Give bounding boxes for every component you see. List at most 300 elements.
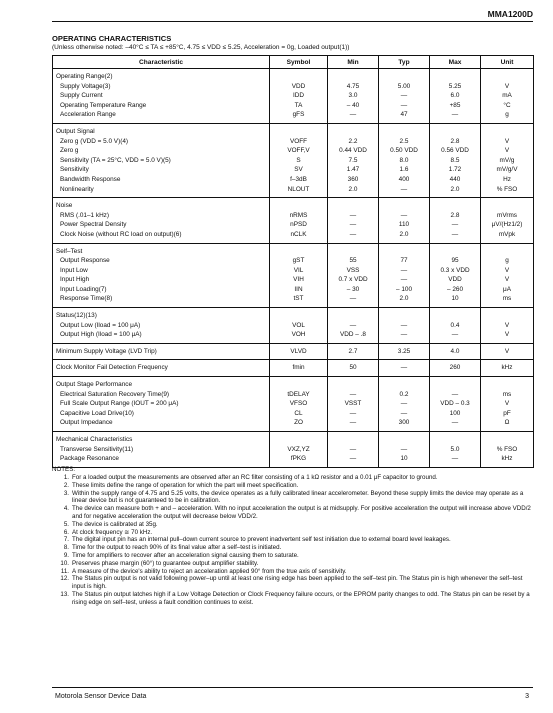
table-group	[53, 308, 534, 344]
symbol-cell	[270, 308, 328, 344]
min-cell	[328, 432, 379, 468]
unit-value: g	[505, 257, 509, 265]
typ-value: —	[400, 92, 408, 100]
symbol-value: gFS	[292, 111, 305, 119]
typ-cell	[379, 432, 430, 468]
characteristic-value: Clock Noise (without RC load on output)(6)	[60, 230, 182, 238]
unit-value	[481, 311, 533, 321]
table-row	[53, 123, 534, 197]
max-value	[430, 435, 480, 445]
note-item	[52, 536, 533, 544]
max-cell	[430, 360, 481, 377]
min-value: —	[349, 390, 357, 398]
symbol-value: gST	[292, 257, 305, 265]
characteristic-value: Package Resonance	[60, 455, 119, 463]
symbol-cell	[270, 243, 328, 308]
symbol-value	[270, 435, 327, 445]
min-value: 0.44 VDD	[339, 147, 367, 155]
note-text: A measure of the device's ability to reject an acceleration applied 90° from the true axis of sensitivity.	[72, 567, 347, 575]
unit-value: V	[504, 331, 510, 339]
note-text: Within the supply range of 4.75 and 5.25 volts, the device operates as a fully calibrated linear accelerometer. Beyond these supply limits the device may operate as a linear device but is not guaranteed to be in calibration.	[72, 489, 524, 505]
max-value	[430, 72, 480, 82]
symbol-value: CL	[294, 409, 303, 417]
typ-value	[379, 435, 429, 445]
min-value: VDD – .8	[340, 331, 366, 339]
unit-value	[481, 72, 533, 82]
typ-value: 2.5	[399, 137, 409, 145]
typ-value: 8.0	[399, 156, 409, 164]
typ-value: —	[400, 445, 408, 453]
min-cell	[328, 343, 379, 360]
typ-value: —	[400, 364, 408, 372]
page-number: 3	[525, 693, 529, 700]
symbol-value: fmin	[292, 364, 305, 372]
unit-value: ms	[502, 295, 512, 303]
typ-value: – 100	[396, 285, 412, 293]
symbol-value: VDD	[291, 82, 306, 90]
typ-value: —	[400, 211, 408, 219]
max-value: 2.8	[450, 137, 460, 145]
unit-cell	[481, 360, 534, 377]
note-number: 13.	[60, 590, 69, 598]
table-group	[53, 69, 534, 124]
note-item	[52, 568, 533, 576]
min-value: 2.0	[348, 185, 358, 193]
max-value: +85	[449, 101, 461, 109]
min-value: —	[349, 211, 357, 219]
table-group	[53, 343, 534, 360]
unit-value: mV/g	[499, 156, 515, 164]
characteristic-value: Acceleration Range	[60, 111, 116, 119]
note-text: Time for the output to reach 90% of its final value after a self–test is initiated.	[72, 544, 282, 552]
typ-cell	[379, 308, 430, 344]
max-value: —	[451, 111, 459, 119]
min-value	[328, 311, 378, 321]
min-cell	[328, 377, 379, 432]
min-value: 55	[349, 257, 357, 265]
section-title: OPERATING CHARACTERISTICS	[52, 34, 172, 43]
table-row	[53, 377, 534, 432]
symbol-cell	[270, 343, 328, 360]
symbol-value	[270, 380, 327, 390]
min-value: —	[349, 295, 357, 303]
characteristic-value: Power Spectral Density	[60, 221, 127, 229]
min-value: —	[349, 111, 357, 119]
typ-value: 10	[400, 455, 408, 463]
min-cell	[328, 123, 379, 197]
typ-value: —	[400, 321, 408, 329]
characteristic-value: Electrical Saturation Recovery Time(9)	[60, 390, 170, 398]
characteristic-value: Bandwidth Response	[60, 175, 121, 183]
min-value: —	[349, 409, 357, 417]
notes-list	[52, 474, 533, 607]
typ-value: 0.50 VDD	[390, 147, 418, 155]
note-text: Time for amplifiers to recover after an acceleration signal causing them to saturate.	[72, 551, 299, 559]
symbol-cell	[270, 432, 328, 468]
symbol-value: SV	[294, 166, 303, 174]
note-item	[52, 505, 533, 521]
unit-value: V	[504, 147, 510, 155]
min-value: —	[349, 419, 357, 427]
max-value: —	[451, 230, 459, 238]
max-value: 440	[449, 175, 461, 183]
note-item	[52, 521, 533, 529]
typ-value: 3.25	[397, 347, 411, 355]
unit-cell	[481, 198, 534, 243]
typ-value: —	[400, 101, 408, 109]
characteristic-value: Zero g	[60, 147, 79, 155]
typ-cell	[379, 360, 430, 377]
characteristic-cell	[53, 198, 270, 243]
min-cell	[328, 243, 379, 308]
min-value: VSS	[346, 266, 360, 274]
unit-value: % FSO	[496, 185, 518, 193]
characteristic-value: Operating Range(2)	[56, 73, 113, 80]
min-value: 2.7	[348, 347, 358, 355]
max-value	[430, 201, 480, 211]
symbol-value: VIH	[293, 276, 304, 284]
unit-value: V	[504, 82, 510, 90]
min-value: —	[349, 455, 357, 463]
characteristic-value: Input High	[60, 276, 90, 284]
typ-value: 300	[398, 419, 410, 427]
note-number: 4.	[63, 505, 69, 513]
table-group	[53, 198, 534, 243]
typ-value: —	[400, 276, 408, 284]
min-value	[328, 380, 378, 390]
max-value: 95	[451, 257, 459, 265]
unit-value: Hz	[503, 175, 511, 183]
unit-value: V	[504, 137, 510, 145]
typ-value: 2.0	[399, 230, 409, 238]
unit-value	[481, 247, 533, 257]
unit-cell	[481, 308, 534, 344]
min-value	[328, 435, 378, 445]
typ-value	[379, 311, 429, 321]
max-value: VDD – 0.3	[440, 400, 470, 408]
column-header: Symbol	[270, 56, 328, 69]
note-number: 8.	[63, 544, 69, 552]
characteristic-value: Input Loading(7)	[60, 285, 107, 293]
symbol-value	[270, 201, 327, 211]
max-value: —	[451, 331, 459, 339]
typ-value	[379, 247, 429, 257]
unit-value	[481, 380, 533, 390]
footer-rule	[52, 687, 533, 688]
max-value	[430, 380, 480, 390]
symbol-value: S	[296, 156, 301, 164]
table-group	[53, 432, 534, 468]
symbol-value: VFSO	[289, 400, 308, 408]
typ-cell	[379, 243, 430, 308]
min-value: 4.75	[346, 82, 360, 90]
characteristic-cell	[53, 69, 270, 124]
characteristic-value: Supply Current	[60, 92, 103, 100]
note-number: 1.	[63, 474, 69, 481]
typ-cell	[379, 377, 430, 432]
min-value: 360	[347, 175, 359, 183]
typ-value	[379, 380, 429, 390]
symbol-value	[270, 247, 327, 257]
symbol-value: fPKG	[290, 455, 307, 463]
notes-section	[52, 466, 533, 607]
note-item	[52, 552, 533, 560]
max-cell	[430, 343, 481, 360]
characteristic-value: Noise	[56, 202, 73, 210]
characteristic-value: Self–Test	[56, 247, 83, 255]
characteristic-value: Transverse Sensitivity(11)	[60, 445, 134, 453]
symbol-value: VOFF,V	[287, 147, 310, 155]
note-number: 2.	[63, 481, 69, 489]
table-row	[53, 69, 534, 124]
symbol-cell	[270, 360, 328, 377]
typ-value: 5.00	[397, 82, 411, 90]
unit-value: V	[504, 400, 510, 408]
typ-cell	[379, 198, 430, 243]
unit-value: Ω	[504, 419, 510, 427]
max-cell	[430, 243, 481, 308]
characteristic-value: Sensitivity (TA = 25°C, VDD = 5.0 V)(5)	[60, 156, 171, 164]
table-group	[53, 360, 534, 377]
unit-value: μA	[503, 285, 511, 293]
column-header: Typ	[379, 56, 430, 69]
symbol-value: f–3dB	[290, 175, 307, 183]
typ-value	[379, 127, 429, 137]
characteristic-value: Output Low (Iload = 100 μA)	[60, 321, 141, 329]
max-value: 0.3 x VDD	[440, 266, 470, 274]
typ-value: 2.0	[399, 295, 409, 303]
min-value: —	[349, 230, 357, 238]
max-cell	[430, 377, 481, 432]
note-number: 7.	[63, 536, 69, 544]
note-number: 6.	[63, 528, 69, 536]
max-value: 0.4	[450, 321, 460, 329]
typ-value: —	[400, 409, 408, 417]
symbol-value: VIL	[293, 266, 304, 274]
unit-value: pF	[503, 409, 511, 417]
unit-value: μV/(Hz1/2)	[491, 221, 523, 229]
unit-value: ms	[502, 390, 512, 398]
max-value: 6.0	[450, 92, 460, 100]
max-value: —	[451, 390, 459, 398]
max-value: 2.0	[450, 185, 460, 193]
typ-value: —	[400, 185, 408, 193]
max-value: —	[451, 221, 459, 229]
typ-value: 77	[400, 257, 408, 265]
symbol-value: VOH	[291, 331, 306, 339]
characteristic-value: Output High (Iload = 100 μA)	[60, 331, 142, 339]
unit-cell	[481, 432, 534, 468]
unit-cell	[481, 343, 534, 360]
typ-cell	[379, 69, 430, 124]
min-cell	[328, 198, 379, 243]
column-header: Unit	[481, 56, 534, 69]
symbol-cell	[270, 69, 328, 124]
characteristic-cell	[53, 243, 270, 308]
table-row	[53, 360, 534, 377]
note-text: The Status pin output is not valid following power–up until at least one rising edge has been applied to the self–test pin. The Status pin is high whenever the self–test input is high.	[72, 575, 523, 591]
max-value: – 260	[447, 285, 463, 293]
note-number: 5.	[63, 520, 69, 528]
max-value: —	[451, 455, 459, 463]
section-conditions: (Unless otherwise noted: –40°C ≤ TA ≤ +85°C, 4.75 ≤ VDD ≤ 5.25, Acceleration = 0g, Loaded output(1))	[52, 44, 350, 51]
note-item	[52, 474, 533, 482]
note-item	[52, 490, 533, 506]
unit-value: °C	[503, 101, 511, 109]
header-rule	[52, 21, 533, 22]
unit-value: mVrms	[497, 211, 517, 219]
max-value: 0.56 VDD	[441, 147, 469, 155]
max-value	[430, 247, 480, 257]
symbol-value	[270, 311, 327, 321]
characteristic-value: Status(12)(13)	[56, 312, 97, 320]
symbol-value: NLOUT	[287, 185, 310, 193]
max-cell	[430, 308, 481, 344]
note-text: These limits define the range of operation for which the part will meet specification.	[72, 481, 299, 489]
min-cell	[328, 69, 379, 124]
note-text: The Status pin output latches high if a Low Voltage Detection or Clock Frequency failure occurs, or the EPROM parity changes to odd. The Status pin can be reset by a rising edge on self–test, unless a fault condition continues to exist.	[72, 590, 530, 606]
unit-value: % FSO	[496, 445, 518, 453]
table-group	[53, 243, 534, 308]
symbol-cell	[270, 198, 328, 243]
characteristic-value: Sensitivity	[60, 166, 89, 174]
note-number: 3.	[63, 489, 69, 497]
min-value	[328, 201, 378, 211]
max-value: 1.72	[448, 166, 462, 174]
characteristic-value: Capacitive Load Drive(10)	[60, 409, 134, 417]
symbol-value: VXZ,YZ	[287, 445, 310, 453]
min-value: —	[349, 445, 357, 453]
characteristic-value: Output Impedance	[60, 419, 113, 427]
typ-cell	[379, 343, 430, 360]
note-item	[52, 575, 533, 591]
notes-title: NOTES:	[52, 466, 76, 473]
characteristic-value: Minimum Supply Voltage (LVD Trip)	[56, 347, 157, 355]
typ-value: 1.6	[399, 166, 409, 174]
column-header: Characteristic	[53, 56, 270, 69]
symbol-value: ZO	[294, 419, 303, 427]
unit-value: mV/g/V	[496, 166, 518, 174]
typ-value: —	[400, 331, 408, 339]
characteristic-value: Output Stage Performance	[56, 381, 133, 389]
footer-publication: Motorola Sensor Device Data	[55, 693, 147, 700]
characteristic-value: Output Signal	[56, 127, 95, 135]
symbol-value	[270, 72, 327, 82]
characteristic-cell	[53, 360, 270, 377]
min-value	[328, 127, 378, 137]
symbol-value	[270, 127, 327, 137]
unit-value: mVpk	[498, 230, 516, 238]
max-value: 260	[449, 364, 461, 372]
note-number: 11.	[60, 567, 69, 575]
min-value: 1.47	[346, 166, 360, 174]
min-value: 3.0	[348, 92, 358, 100]
characteristic-value: Zero g (VDD = 5.0 V)(4)	[60, 137, 129, 145]
min-value: 50	[349, 364, 357, 372]
symbol-value: IDD	[292, 92, 304, 100]
unit-value: mA	[502, 92, 512, 100]
max-cell	[430, 123, 481, 197]
typ-value: —	[400, 400, 408, 408]
max-value: 10	[451, 295, 459, 303]
note-item	[52, 560, 533, 568]
unit-cell	[481, 69, 534, 124]
note-text: At clock frequency ≅ 70 kHz.	[72, 528, 153, 536]
min-value: —	[349, 221, 357, 229]
max-value: 2.8	[450, 211, 460, 219]
table-group	[53, 377, 534, 432]
note-text: The device is calibrated at 35g.	[72, 520, 158, 528]
characteristic-value: RMS (.01–1 kHz)	[60, 211, 110, 219]
max-value: 8.5	[450, 156, 460, 164]
table-row	[53, 432, 534, 468]
typ-value: 47	[400, 111, 408, 119]
min-value: – 40	[346, 101, 360, 109]
table-row	[53, 198, 534, 243]
symbol-cell	[270, 377, 328, 432]
symbol-value: tDELAY	[287, 390, 310, 398]
max-value: 4.0	[450, 347, 460, 355]
characteristic-cell	[53, 432, 270, 468]
unit-value: V	[504, 321, 510, 329]
note-text: For a loaded output the measurements are observed after an RC filter consisting of a 1 kΩ resistor and a 0.01 μF capacitor to ground.	[72, 474, 438, 481]
unit-cell	[481, 243, 534, 308]
typ-value	[379, 72, 429, 82]
max-value: 100	[449, 409, 461, 417]
characteristic-value: Clock Monitor Fail Detection Frequency	[56, 364, 168, 372]
unit-cell	[481, 377, 534, 432]
typ-cell	[379, 123, 430, 197]
min-value: 0.7 x VDD	[338, 276, 368, 284]
characteristic-cell	[53, 343, 270, 360]
characteristic-value: Operating Temperature Range	[60, 101, 147, 109]
max-value: 5.25	[448, 82, 462, 90]
max-value: —	[451, 419, 459, 427]
min-value	[328, 72, 378, 82]
unit-value	[481, 127, 533, 137]
unit-value: kHz	[501, 364, 513, 372]
unit-value: kHz	[501, 455, 513, 463]
max-cell	[430, 69, 481, 124]
note-text: Preserves phase margin (60°) to guarantee output amplifier stability.	[72, 559, 259, 567]
characteristic-value: Mechanical Characteristics	[56, 436, 133, 443]
note-number: 10.	[60, 559, 69, 567]
note-text: The digital input pin has an internal pull–down current source to prevent inadvertent self test initiation due to external board level leakages.	[72, 536, 451, 544]
unit-value: g	[505, 111, 509, 119]
table-row	[53, 243, 534, 308]
symbol-cell	[270, 123, 328, 197]
unit-value	[481, 201, 533, 211]
column-header: Max	[430, 56, 481, 69]
operating-characteristics-table	[52, 55, 534, 468]
table-row	[53, 343, 534, 360]
unit-value: V	[504, 276, 510, 284]
note-number: 12.	[60, 575, 69, 583]
min-cell	[328, 360, 379, 377]
typ-value: 0.2	[399, 390, 409, 398]
unit-value	[481, 435, 533, 445]
characteristic-cell	[53, 377, 270, 432]
max-value	[430, 311, 480, 321]
unit-cell	[481, 123, 534, 197]
characteristic-cell	[53, 308, 270, 344]
max-cell	[430, 198, 481, 243]
symbol-value: VLVD	[290, 347, 307, 355]
part-number: MMA1200D	[487, 9, 533, 19]
note-item	[52, 544, 533, 552]
min-value: 2.2	[348, 137, 358, 145]
max-value: 5.0	[450, 445, 460, 453]
